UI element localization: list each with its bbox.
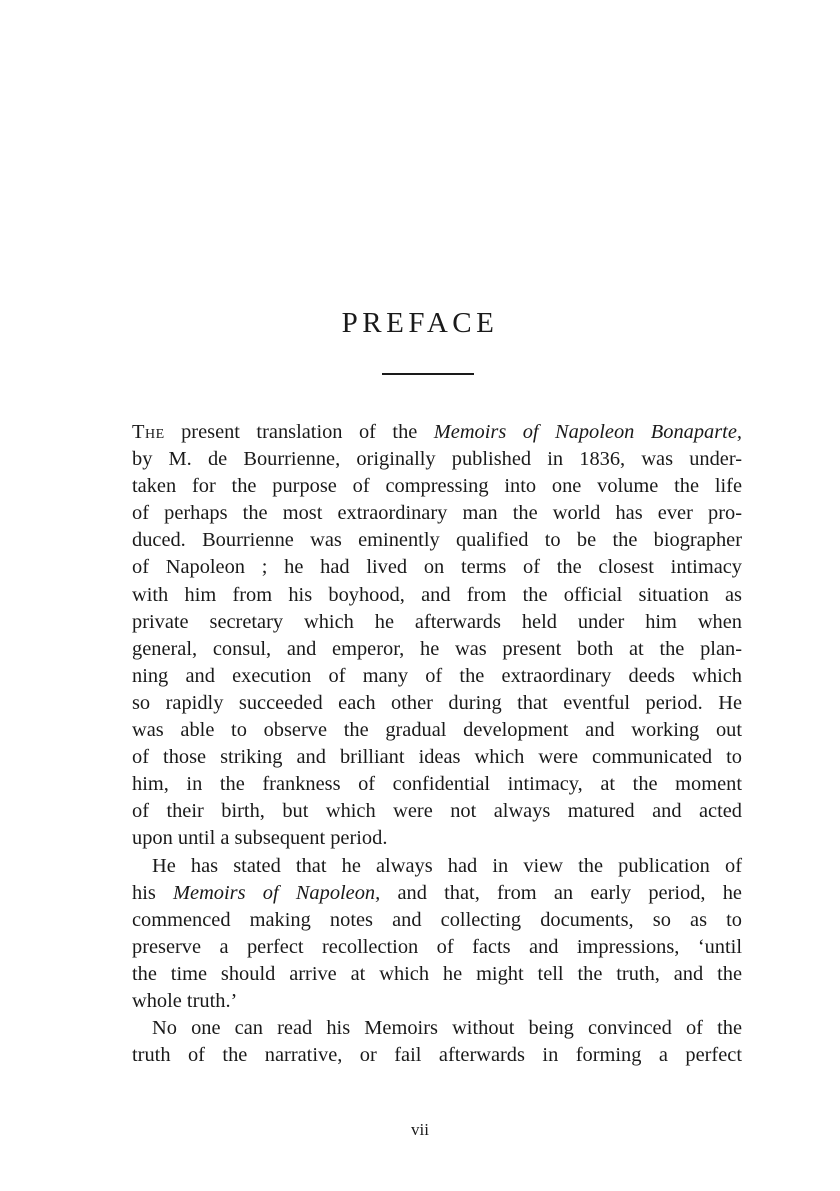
preface-body <box>132 419 742 1069</box>
book-title: Memoirs of Napoleon Bonaparte, <box>433 421 742 443</box>
text-line: of perhaps the most extraordinary man the world has ever pro- <box>132 502 742 525</box>
text-line: so rapidly succeeded each other during that eventful period. He <box>132 691 742 714</box>
paragraph-3 <box>132 1015 742 1069</box>
text-line: taken for the purpose of compressing into one volume the life <box>132 475 742 498</box>
text-line: him, in the frankness of confidential intimacy, at the moment <box>132 773 742 796</box>
text-line: truth of the narrative, or fail afterwards in forming a perfect <box>132 1044 742 1067</box>
text-line: upon until a subsequent period. <box>132 827 388 850</box>
book-title: Memoirs of Napoleon, <box>173 881 381 904</box>
text-line: whole truth.’ <box>132 989 238 1012</box>
text-line: preserve a perfect recollection of facts and impressions, ‘until <box>132 935 742 958</box>
text-line: commenced making notes and collecting documents, so as to <box>132 908 742 931</box>
title-rule <box>382 373 474 375</box>
text-line: of their birth, but which were not always matured and acted <box>132 800 742 823</box>
text-line: No one can read his Memoirs without being convinced of the <box>152 1017 742 1040</box>
text-line: The present translation of the Memoirs of Napoleon Bonaparte, <box>132 421 742 443</box>
text-line: with him from his boyhood, and from the official situation as <box>132 583 742 606</box>
text-line: He has stated that he always had in view the publication of <box>152 854 742 877</box>
text-line: was able to observe the gradual development and working out <box>132 719 742 742</box>
text-line: private secretary which he afterwards held under him when <box>132 610 742 633</box>
page-title: PREFACE <box>341 307 499 339</box>
text-line: the time should arrive at which he might tell the truth, and the <box>132 962 742 985</box>
text-line: his Memoirs of Napoleon, and that, from an early period, he <box>132 881 742 904</box>
paragraph-1 <box>132 419 742 853</box>
text-line: ning and execution of many of the extraordinary deeds which <box>132 664 742 687</box>
text-line: of those striking and brilliant ideas which were communicated to <box>132 746 742 769</box>
text-line: duced. Bourrienne was eminently qualified to be the biographer <box>132 529 742 552</box>
page-number: vii <box>411 1120 429 1139</box>
paragraph-2 <box>132 853 742 1016</box>
text-line: of Napoleon ; he had lived on terms of the closest intimacy <box>132 556 742 579</box>
drop-word: The <box>132 421 165 443</box>
text-line: general, consul, and emperor, he was present both at the plan- <box>132 637 742 660</box>
text-line: by M. de Bourrienne, originally published in 1836, was under- <box>132 448 742 471</box>
